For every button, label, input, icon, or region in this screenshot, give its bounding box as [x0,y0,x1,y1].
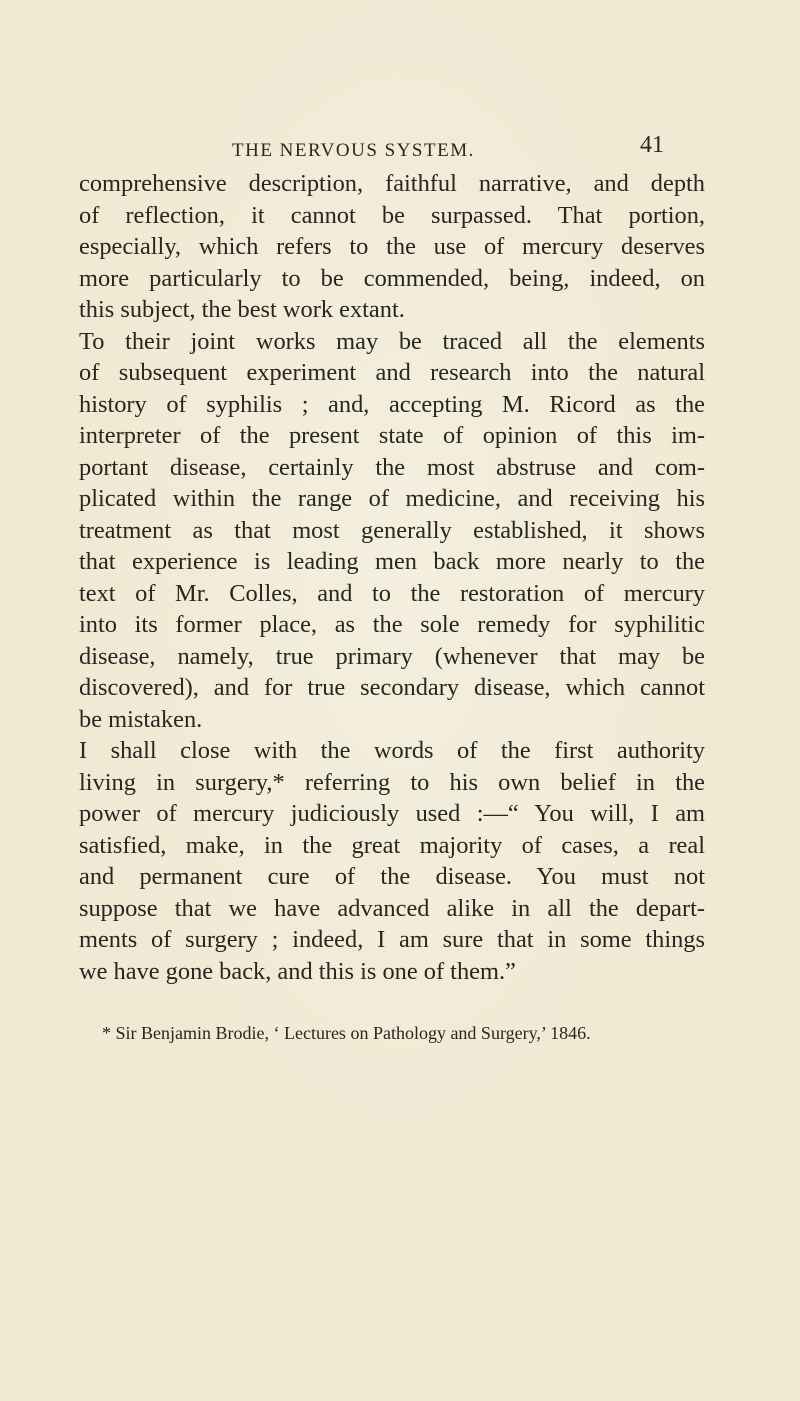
paragraph-3 [79,735,705,987]
text-line: disease, namely, true primary (whenever that may be [79,642,705,670]
text-line: discovered), and for true secondary disease, which cannot [79,674,705,701]
footnote: * Sir Benjamin Brodie, ‘ Lectures on Pathology and Surgery,’ 1846. [102,1023,591,1043]
text-line: suppose that we have advanced alike in all the depart- [79,894,705,922]
text-line: history of syphilis ; and, accepting M. Ricord as the [79,390,705,418]
text-line: plicated within the range of medicine, and receiving his [79,485,705,512]
text-line: satisfied, make, in the great majority of cases, a real [79,831,705,859]
text-line: especially, which refers to the use of mercury deserves [79,233,705,260]
text-line: portant disease, certainly the most abstruse and com- [79,453,705,481]
text-line: comprehensive description, faithful narrative, and depth [79,170,705,197]
body-text [79,168,705,987]
text-line: be mistaken. [79,705,203,733]
text-line: that experience is leading men back more nearly to the [79,548,705,575]
running-head: THE NERVOUS SYSTEM. [232,140,475,161]
text-line: of subsequent experiment and research into the natural [79,359,705,386]
text-line: more particularly to be commended, being, indeed, on [79,264,705,292]
text-line: treatment as that most generally established, it shows [79,516,705,544]
paragraph-2 [79,326,705,736]
text-line: living in surgery,* referring to his own belief in the [79,768,705,796]
text-line: To their joint works may be traced all the elements [79,327,705,355]
text-line: into its former place, as the sole remedy for syphilitic [79,611,705,638]
text-line: I shall close with the words of the first authority [79,737,705,764]
text-line: power of mercury judiciously used :—“ You will, I am [79,800,705,827]
text-line: we have gone back, and this is one of them.” [79,957,516,985]
page-number: 41 [640,132,664,158]
text-line: and permanent cure of the disease. You must not [79,863,705,890]
text-line: text of Mr. Colles, and to the restoration of mercury [79,579,705,607]
text-line: this subject, the best work extant. [79,296,405,323]
text-line: of reflection, it cannot be surpassed. That portion, [79,201,705,229]
paragraph-1 [79,168,705,326]
text-line: ments of surgery ; indeed, I am sure that in some things [79,926,705,953]
text-line: interpreter of the present state of opinion of this im- [79,422,705,449]
